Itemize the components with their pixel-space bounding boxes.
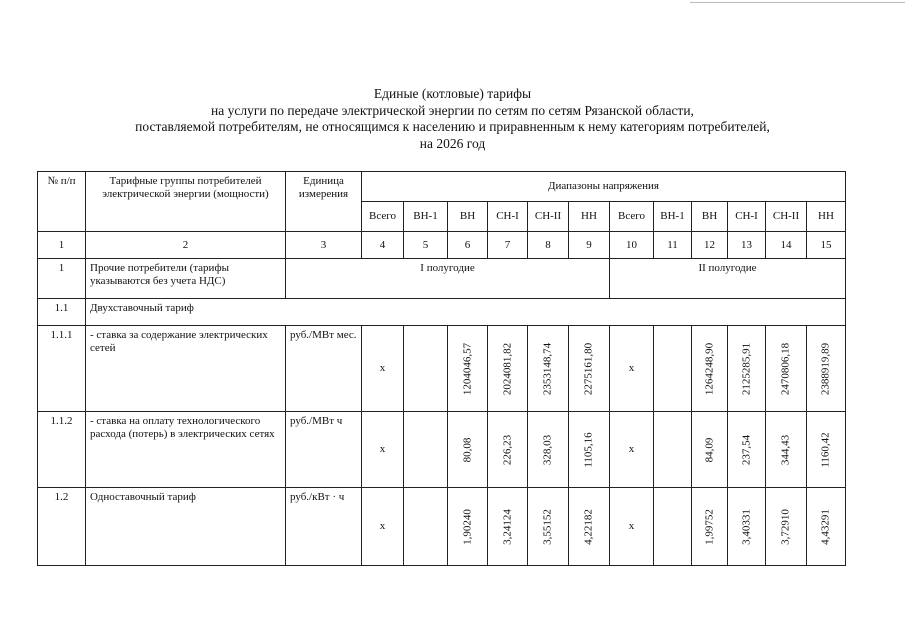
- header-num: № п/п: [38, 172, 86, 232]
- value-cell: 3,72910: [779, 508, 792, 545]
- value-cell: 2353148,74: [541, 342, 554, 395]
- value-cell: 1160,42: [819, 431, 832, 468]
- column-number: 15: [807, 232, 846, 259]
- header-unit: Единица измерения: [286, 172, 362, 232]
- value-cell: 237,54: [740, 434, 752, 465]
- value-cell: 4,22182: [582, 508, 595, 545]
- row-name: Одноставочный тариф: [86, 488, 286, 566]
- half-year-2: II полугодие: [610, 259, 846, 299]
- column-number: 8: [528, 232, 569, 259]
- value-cell: [654, 326, 692, 412]
- sub-header: ВН: [448, 202, 488, 232]
- value-cell: 1204046,57: [461, 342, 473, 395]
- value-cell: 2024081,82: [501, 342, 513, 395]
- column-number: 9: [569, 232, 610, 259]
- column-number: 2: [86, 232, 286, 259]
- sub-header: Всего: [362, 202, 404, 232]
- sub-header: СН-II: [766, 202, 807, 232]
- document-title: [0, 86, 905, 152]
- row-number: 1.1.1: [38, 326, 86, 412]
- title-line-1: Единые (котловые) тарифы: [373, 86, 532, 101]
- table-row: [38, 412, 846, 488]
- row-name: Двухставочный тариф: [86, 299, 846, 326]
- value-cell: 1,99752: [703, 508, 715, 545]
- header-row-top: [38, 172, 846, 202]
- table-row: [38, 326, 846, 412]
- column-number: 13: [728, 232, 766, 259]
- column-number: 3: [286, 232, 362, 259]
- value-cell: 80,08: [461, 437, 473, 462]
- title-line-3: поставляемой потребителям, не относящимся к населению и приравненным к нему категориям потребителей,: [135, 119, 770, 134]
- value-cell: 1105,16: [582, 431, 595, 468]
- sub-header: Всего: [610, 202, 654, 232]
- row-unit: руб./МВт ч: [286, 412, 362, 488]
- value-cell: 1,90240: [461, 508, 473, 545]
- column-number-row: [38, 232, 846, 259]
- sub-header: НН: [807, 202, 846, 232]
- row-name: - ставка на оплату технологического расхода (потерь) в электрических сетях: [86, 412, 286, 488]
- row-unit: руб./кВт · ч: [286, 488, 362, 566]
- row-number: 1: [38, 259, 86, 299]
- value-cell: х: [610, 326, 654, 412]
- sub-header: СН-I: [488, 202, 528, 232]
- column-number: 7: [488, 232, 528, 259]
- header-group: Тарифные группы потребителей электрической энергии (мощности): [86, 172, 286, 232]
- row-name: - ставка за содержание электрических сетей: [86, 326, 286, 412]
- value-cell: х: [610, 412, 654, 488]
- value-cell: 2275161,80: [582, 342, 595, 395]
- column-number: 1: [38, 232, 86, 259]
- table-row: [38, 299, 846, 326]
- row-number: 1.1: [38, 299, 86, 326]
- value-cell: [654, 412, 692, 488]
- value-cell: 2470806,18: [779, 342, 792, 395]
- value-cell: 3,55152: [541, 508, 554, 545]
- column-number: 12: [692, 232, 728, 259]
- value-cell: [654, 488, 692, 566]
- value-cell: 328,03: [541, 434, 554, 465]
- value-cell: х: [610, 488, 654, 566]
- value-cell: 3,40331: [740, 508, 752, 545]
- value-cell: 3,24124: [501, 508, 513, 545]
- value-cell: 4,43291: [819, 508, 832, 545]
- row-unit: руб./МВт мес.: [286, 326, 362, 412]
- sub-header: СН-I: [728, 202, 766, 232]
- column-number: 5: [404, 232, 448, 259]
- value-cell: х: [362, 488, 404, 566]
- header-ranges: Диапазоны напряжения: [362, 172, 846, 202]
- value-cell: 84,09: [703, 437, 715, 462]
- title-line-2: на услуги по передаче электрической энергии по сетям по сетям Рязанской области,: [211, 102, 694, 118]
- column-number: 4: [362, 232, 404, 259]
- value-cell: 226,23: [501, 434, 513, 465]
- row-name: Прочие потребители (тарифы указываются без учета НДС): [86, 259, 286, 299]
- title-line-4: на 2026 год: [419, 135, 486, 151]
- column-number: 10: [610, 232, 654, 259]
- scan-edge-line: [690, 2, 905, 3]
- value-cell: х: [362, 326, 404, 412]
- table-row: [38, 259, 846, 299]
- half-year-1: I полугодие: [286, 259, 610, 299]
- sub-header: ВН-1: [404, 202, 448, 232]
- column-number: 14: [766, 232, 807, 259]
- sub-header: ВН: [692, 202, 728, 232]
- value-cell: [404, 488, 448, 566]
- row-number: 1.2: [38, 488, 86, 566]
- sub-header: ВН-1: [654, 202, 692, 232]
- column-number: 11: [654, 232, 692, 259]
- sub-header: СН-II: [528, 202, 569, 232]
- value-cell: 344,43: [779, 434, 792, 465]
- sub-header: НН: [569, 202, 610, 232]
- value-cell: 2125285,91: [740, 342, 752, 395]
- value-cell: х: [362, 412, 404, 488]
- tariff-table: [37, 171, 846, 566]
- value-cell: [404, 326, 448, 412]
- value-cell: 2388919,89: [819, 342, 832, 395]
- row-number: 1.1.2: [38, 412, 86, 488]
- table-row: [38, 488, 846, 566]
- column-number: 6: [448, 232, 488, 259]
- value-cell: [404, 412, 448, 488]
- value-cell: 1264248,90: [703, 342, 715, 395]
